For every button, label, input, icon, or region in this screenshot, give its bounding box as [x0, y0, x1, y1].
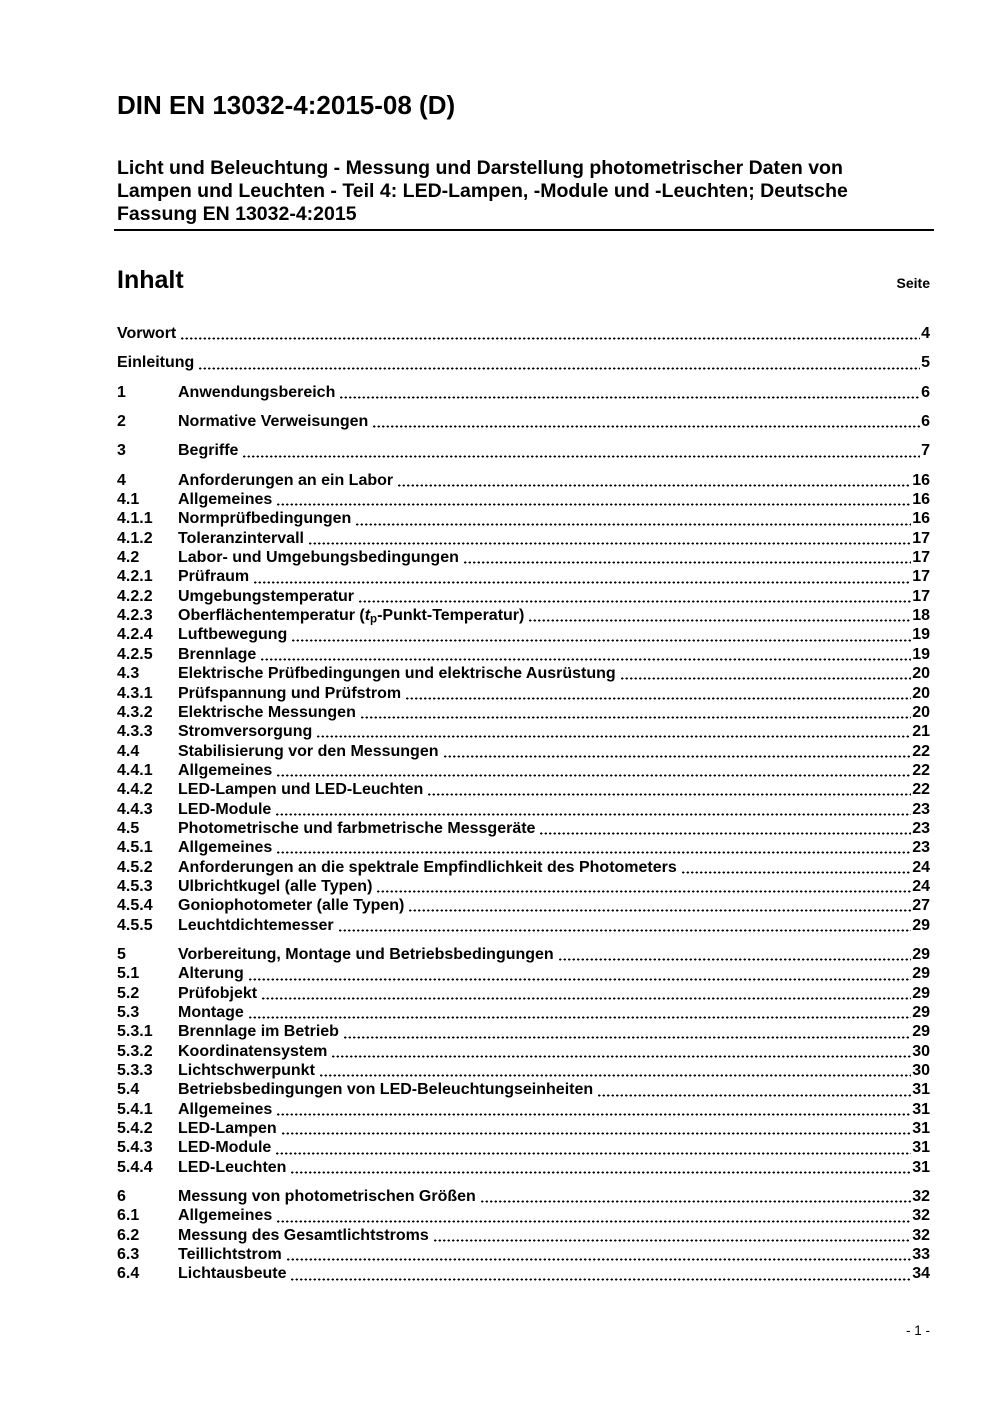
toc-entry-number: 6.4: [117, 1265, 140, 1283]
toc-entry-page: 33: [912, 1246, 930, 1264]
toc-entry: [117, 587, 930, 606]
toc-entry-number: 4.1.2: [117, 529, 153, 547]
toc-entry-page: 4: [921, 325, 930, 342]
toc-entry-page: 30: [912, 1062, 930, 1080]
toc-entry-page: 27: [912, 897, 930, 915]
toc-leader-dots: [198, 353, 920, 372]
toc-entry-title: Prüfobjekt: [178, 984, 258, 1002]
toc-leader-dots: [427, 780, 911, 799]
toc-entry: [117, 703, 930, 722]
toc-leader-dots: [343, 1022, 911, 1041]
toc-entry-page: 22: [912, 781, 930, 799]
toc-entry-page: 31: [912, 1120, 930, 1138]
toc-entry-number: 5.1: [117, 965, 140, 983]
toc-leader-dots: [180, 324, 920, 343]
toc-entry-title: Ulbrichtkugel (alle Typen): [178, 877, 373, 895]
toc-entry-page: 16: [912, 471, 930, 489]
toc-leader-dots: [338, 916, 912, 935]
document-title: [117, 157, 930, 226]
toc-leader-dots: [275, 1138, 911, 1157]
toc-leader-dots: [443, 742, 912, 761]
toc-leader-dots: [260, 645, 911, 664]
toc-entry: [117, 324, 930, 343]
toc-entry: [117, 780, 930, 799]
toc-entry: [117, 896, 930, 915]
toc-entry-title: Messung des Gesamtlichtstroms: [178, 1226, 429, 1244]
toc-entry: [117, 1158, 930, 1177]
toc-entry-page: 17: [912, 568, 930, 586]
toc-entry-page: 34: [912, 1265, 930, 1283]
toc-header: [117, 265, 930, 295]
toc-entry-title: LED-Module: [178, 800, 272, 818]
toc-entry: [117, 1100, 930, 1119]
toc-entry-number: 4.4.3: [117, 800, 153, 818]
toc-leader-dots: [316, 722, 911, 741]
toc-leader-dots: [276, 1100, 911, 1119]
toc-entry: [117, 916, 930, 935]
toc-entry-title: Teillichtstrom: [178, 1246, 282, 1264]
toc-entry-title: Normative Verweisungen: [178, 413, 369, 431]
toc-entry: [117, 529, 930, 548]
toc-entry-number: 4.2.1: [117, 568, 153, 586]
page-footer: [117, 1322, 930, 1339]
toc-entry-title: Anwendungsbereich: [178, 383, 336, 401]
toc-entry-title: Einleitung: [117, 354, 195, 372]
toc-entry-title: Luftbewegung: [178, 626, 288, 644]
toc-entry-number: 4.2.5: [117, 645, 153, 663]
toc-entry-number: 4.1.1: [117, 510, 153, 528]
toc-entry-number: 5.4.2: [117, 1120, 153, 1138]
toc-leader-dots: [620, 664, 912, 683]
toc-entry: [117, 1022, 930, 1041]
toc-entry-page: 22: [912, 742, 930, 760]
toc-entry-number: 5.3: [117, 1004, 140, 1021]
toc-entry-number: 6.1: [117, 1207, 140, 1225]
toc-entry-page: 29: [912, 1004, 930, 1021]
toc-entry: [117, 664, 930, 683]
toc-entry-title: Brennlage: [178, 645, 257, 663]
toc-leader-dots: [290, 1264, 911, 1283]
toc-entry-page: 16: [912, 510, 930, 528]
toc-leader-dots: [433, 1226, 911, 1245]
toc-entry-title: Montage: [178, 1004, 244, 1021]
toc-entry-number: 4.1: [117, 491, 140, 509]
toc-leader-dots: [276, 838, 911, 857]
toc-leader-dots: [290, 1158, 911, 1177]
toc-entry-number: 1: [117, 383, 126, 401]
toc-entry-page: 18: [912, 607, 930, 625]
toc-entry-page: 31: [912, 1081, 930, 1099]
toc-entry-page: 21: [912, 723, 930, 741]
toc-entry-page: 6: [921, 413, 930, 431]
toc-leader-dots: [597, 1080, 911, 1099]
toc-entry: [117, 353, 930, 372]
toc-entry-number: 4.5.4: [117, 897, 153, 915]
toc-entry-number: 5.4.1: [117, 1100, 153, 1118]
toc-entry: [117, 945, 930, 964]
toc-entry: [117, 1264, 930, 1283]
toc-entry-number: 4.4.2: [117, 781, 153, 799]
toc-entry-page: 20: [912, 665, 930, 683]
toc-entry-number: 4.5.1: [117, 839, 153, 857]
toc-entry-page: 20: [912, 703, 930, 721]
toc-entry-number: 5.4.3: [117, 1139, 153, 1157]
toc-leader-dots: [558, 945, 912, 964]
toc-entry-page: 7: [921, 442, 930, 460]
toc-entry: [117, 441, 930, 460]
toc-entry: [117, 761, 930, 780]
toc-entry-title: Allgemeines: [178, 491, 273, 509]
toc-entry-title: Allgemeines: [178, 761, 273, 779]
toc-entry-title: Goniophotometer (alle Typen): [178, 897, 405, 915]
toc-leader-dots: [308, 529, 911, 548]
toc-entry: [117, 819, 930, 838]
toc-entry: [117, 606, 930, 625]
toc-leader-dots: [397, 471, 911, 490]
toc-entry-page: 17: [912, 587, 930, 605]
toc-entry: [117, 567, 930, 586]
toc-entry: [117, 1061, 930, 1080]
toc-leader-dots: [360, 703, 911, 722]
toc-heading: Inhalt: [117, 266, 184, 294]
document-title-line: Fassung EN 13032-4:2015: [117, 203, 357, 225]
toc-entry-number: 4.4.1: [117, 761, 153, 779]
toc-entry-title: Koordinatensystem: [178, 1042, 328, 1060]
toc-entry-title: Begriffe: [178, 442, 239, 460]
toc-entry-title: Toleranzintervall: [178, 529, 304, 547]
toc-leader-dots: [275, 800, 911, 819]
toc-entry-title: Oberflächentemperatur $(t_p-Punkt-Temperatur)$: [178, 607, 525, 626]
toc-entry-page: 30: [912, 1042, 930, 1060]
toc-leader-dots: [281, 1119, 912, 1138]
toc-leader-dots: [242, 441, 920, 460]
toc-entry-page: 31: [912, 1158, 930, 1176]
toc-entry-title: Prüfraum: [178, 568, 250, 586]
toc-entry-number: 2: [117, 413, 126, 431]
toc-entry-title: Leuchtdichtemesser: [178, 916, 334, 934]
toc-entry-title: Elektrische Prüfbedingungen und elektrische Ausrüstung: [178, 665, 616, 683]
toc-entry-number: 5.4.4: [117, 1158, 153, 1176]
toc-entry-page: 19: [912, 645, 930, 663]
toc-list: [117, 324, 930, 1284]
toc-entry-number: 4.2: [117, 549, 140, 567]
toc-leader-dots: [261, 984, 911, 1003]
toc-leader-dots: [408, 896, 911, 915]
toc-entry-number: 5.3.1: [117, 1023, 153, 1041]
document-code: DIN EN 13032-4:2015-08 (D): [117, 90, 456, 120]
page-content: [117, 0, 930, 1284]
toc-entry: [117, 1187, 930, 1206]
toc-entry: [117, 1003, 930, 1022]
toc-entry-number: 6: [117, 1188, 126, 1206]
toc-entry: [117, 625, 930, 644]
toc-entry-title: LED-Lampen: [178, 1120, 277, 1138]
toc-leader-dots: [372, 412, 920, 431]
toc-entry: [117, 684, 930, 703]
toc-leader-dots: [291, 625, 911, 644]
toc-entry-title: Lichtschwerpunkt: [178, 1062, 315, 1080]
toc-entry: [117, 1080, 930, 1099]
toc-entry: [117, 1226, 930, 1245]
document-title-line: Licht und Beleuchtung - Messung und Darstellung photometrischer Daten von: [117, 157, 843, 179]
toc-entry-title: Prüfspannung und Prüfstrom: [178, 684, 402, 702]
toc-entry-title: Umgebungstemperatur: [178, 587, 355, 605]
page-column-label: Seite: [896, 275, 930, 291]
toc-leader-dots: [405, 684, 911, 703]
toc-entry-number: 4.5: [117, 819, 140, 837]
toc-entry-page: 32: [912, 1226, 930, 1244]
toc-entry-title: Stabilisierung vor den Messungen: [178, 742, 439, 760]
toc-entry-page: 29: [912, 945, 930, 963]
toc-entry-title: LED-Module: [178, 1139, 272, 1157]
toc-entry-number: 6.3: [117, 1246, 140, 1264]
toc-entry: [117, 509, 930, 528]
toc-leader-dots: [480, 1187, 911, 1206]
toc-leader-dots: [528, 606, 911, 625]
toc-entry: [117, 412, 930, 431]
toc-entry-title: Allgemeines: [178, 1207, 273, 1225]
toc-leader-dots: [463, 548, 911, 567]
toc-entry-page: 29: [912, 916, 930, 934]
document-title-line: Lampen und Leuchten - Teil 4: LED-Lampen, -Module und -Leuchten; Deutsche: [117, 180, 848, 202]
toc-leader-dots: [376, 877, 911, 896]
toc-entry: [117, 471, 930, 490]
toc-entry: [117, 858, 930, 877]
toc-entry-title: LED-Leuchten: [178, 1158, 287, 1176]
toc-leader-dots: [276, 1206, 911, 1225]
toc-entry-title: Anforderungen an ein Labor: [178, 471, 394, 489]
toc-entry-title: Stromversorgung: [178, 723, 313, 741]
toc-entry-title: Alterung: [178, 965, 244, 983]
toc-entry-page: 32: [912, 1207, 930, 1225]
toc-entry-number: 5.3.3: [117, 1062, 153, 1080]
toc-entry: [117, 1138, 930, 1157]
toc-entry-page: 20: [912, 684, 930, 702]
toc-entry-number: 4.5.5: [117, 916, 153, 934]
toc-leader-dots: [355, 509, 911, 528]
toc-entry-title: Allgemeines: [178, 839, 273, 857]
toc-leader-dots: [248, 1003, 911, 1022]
toc-entry: [117, 1119, 930, 1138]
toc-entry-title: Photometrische und farbmetrische Messgeräte: [178, 819, 536, 837]
toc-entry-title: Messung von photometrischen Größen: [178, 1188, 476, 1206]
toc-entry-number: 4.3.1: [117, 684, 153, 702]
toc-entry-page: 32: [912, 1188, 930, 1206]
toc-entry-page: 16: [912, 491, 930, 509]
toc-entry: [117, 838, 930, 857]
toc-entry-page: 17: [912, 529, 930, 547]
toc-entry-title: Betriebsbedingungen von LED-Beleuchtungseinheiten: [178, 1081, 594, 1099]
toc-leader-dots: [358, 587, 911, 606]
toc-leader-dots: [681, 858, 911, 877]
toc-entry: [117, 383, 930, 402]
toc-entry: [117, 877, 930, 896]
toc-leader-dots: [276, 761, 911, 780]
toc-entry-title: Allgemeines: [178, 1100, 273, 1118]
toc-entry-number: 3: [117, 442, 126, 460]
toc-entry-number: 4.5.3: [117, 877, 153, 895]
toc-entry-page: 23: [912, 800, 930, 818]
toc-entry-title: Labor- und Umgebungsbedingungen: [178, 549, 459, 567]
toc-leader-dots: [339, 383, 920, 402]
toc-entry-title: Anforderungen an die spektrale Empfindlichkeit des Photometers: [178, 858, 677, 876]
toc-entry-page: 17: [912, 549, 930, 567]
toc-leader-dots: [539, 819, 911, 838]
toc-entry-title: Lichtausbeute: [178, 1265, 287, 1283]
toc-entry: [117, 1245, 930, 1264]
toc-entry-number: 4.3.3: [117, 723, 153, 741]
toc-entry-title: Vorwort: [117, 325, 177, 342]
toc-entry-page: 23: [912, 819, 930, 837]
toc-entry-title: LED-Lampen und LED-Leuchten: [178, 781, 424, 799]
toc-entry-page: 29: [912, 1023, 930, 1041]
toc-entry: [117, 1042, 930, 1061]
toc-entry-number: 4.2.2: [117, 587, 153, 605]
toc-entry-page: 31: [912, 1139, 930, 1157]
toc-entry-number: 5: [117, 945, 126, 963]
toc-entry-number: 4.2.4: [117, 626, 153, 644]
toc-entry-title: Elektrische Messungen: [178, 703, 356, 721]
toc-entry-page: 22: [912, 761, 930, 779]
toc-entry-number: 4.5.2: [117, 858, 153, 876]
toc-entry: [117, 742, 930, 761]
toc-entry-page: 29: [912, 984, 930, 1002]
toc-entry-number: 4.4: [117, 742, 140, 760]
toc-leader-dots: [248, 964, 911, 983]
toc-entry-number: 5.3.2: [117, 1042, 153, 1060]
toc-entry-number: 4.3.2: [117, 703, 153, 721]
toc-entry-number: 5.4: [117, 1081, 140, 1099]
toc-entry-number: 4: [117, 471, 126, 489]
toc-entry-page: 5: [921, 354, 930, 372]
toc-entry-number: 4.3: [117, 665, 140, 683]
toc-entry-number: 4.2.3: [117, 607, 153, 625]
toc-entry: [117, 800, 930, 819]
toc-leader-dots: [319, 1061, 911, 1080]
toc-entry-page: 23: [912, 839, 930, 857]
toc-entry-page: 29: [912, 965, 930, 983]
toc-entry: [117, 645, 930, 664]
toc-leader-dots: [276, 490, 911, 509]
toc-entry: [117, 548, 930, 567]
toc-entry-title: Brennlage im Betrieb: [178, 1023, 339, 1041]
toc-entry: [117, 964, 930, 983]
toc-entry-page: 24: [912, 877, 930, 895]
footer-page-number: - 1 -: [905, 1323, 930, 1338]
toc-entry-page: 6: [921, 383, 930, 401]
toc-leader-dots: [286, 1245, 911, 1264]
toc-entry-page: 31: [912, 1100, 930, 1118]
toc-entry-number: 6.2: [117, 1226, 140, 1244]
toc-entry: [117, 984, 930, 1003]
toc-leader-dots: [331, 1042, 911, 1061]
toc-entry-number: 5.2: [117, 984, 140, 1002]
toc-entry-title: Normprüfbedingungen: [178, 510, 352, 528]
toc-entry: [117, 722, 930, 741]
header-divider-rule: [114, 229, 934, 231]
toc-entry-page: 19: [912, 626, 930, 644]
toc-entry-title: Vorbereitung, Montage und Betriebsbedingungen: [178, 945, 554, 963]
toc-entry: [117, 490, 930, 509]
toc-entry: [117, 1206, 930, 1225]
toc-entry-page: 24: [912, 858, 930, 876]
toc-leader-dots: [253, 567, 911, 586]
